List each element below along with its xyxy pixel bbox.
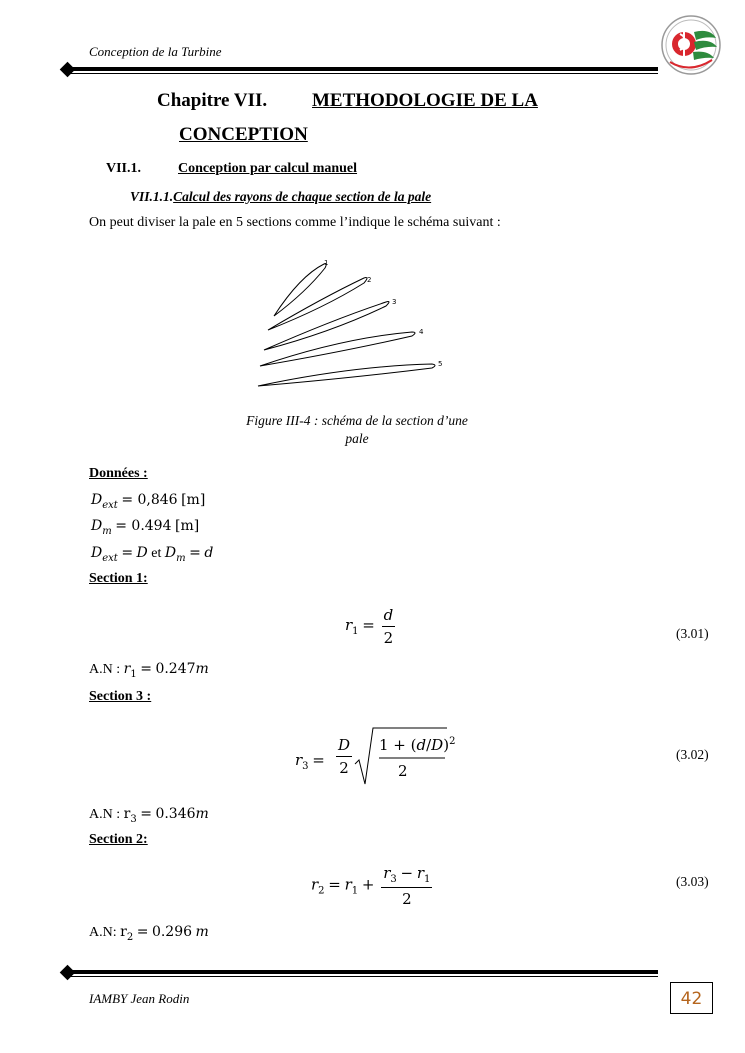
figure-caption-line2: pale <box>345 431 369 446</box>
r2-value: 0.296 <box>151 924 193 940</box>
r3-value: 0.346 <box>155 806 196 822</box>
donnee-d-m: $D_m = 0.494$ [m] <box>91 518 200 537</box>
d-m-value: 0.494 <box>131 518 172 534</box>
donnees-heading: Données : <box>89 466 148 481</box>
donnee-notation: $D_{ext} = D$ et $D_m = d$ <box>91 545 214 564</box>
footer-rule <box>62 966 658 980</box>
section2-numerical-application: A.N: $r_2 = 0.296$ m <box>89 924 209 943</box>
subsection-title: Calcul des rayons de chaque section de la pale <box>173 189 432 204</box>
blade-sections-figure <box>252 256 452 392</box>
equation-r1: $r_1$ = $\frac{d}{2}$ <box>345 606 394 647</box>
chapter-number: Chapitre VII. <box>157 90 268 111</box>
section3-numerical-application: A.N : $r_3 = 0.346m$ <box>89 806 209 825</box>
d-ext-unit: [m] <box>181 492 206 508</box>
section1-heading: Section 1: <box>89 571 148 586</box>
intro-paragraph: On peut diviser la pale en 5 sections comme l’indique le schéma suivant : <box>89 215 501 230</box>
subsection-number: VII.1.1. <box>130 189 174 204</box>
section1-numerical-application: A.N : $r_1 = 0.247m$ <box>89 661 209 680</box>
running-header: Conception de la Turbine <box>89 44 222 59</box>
r1-value: 0.247 <box>155 661 196 677</box>
equation-r3: $r_3$ = $\frac{D}{2}$ $1 + (d/D)^2$ 2 <box>295 726 465 786</box>
equation-number-2: (3.02) <box>676 747 709 762</box>
figure-caption-line1: Figure III-4 : schéma de la section d’une <box>246 413 468 428</box>
blade-label-3: 3 <box>392 298 397 306</box>
footer-author: IAMBY Jean Rodin <box>89 991 190 1006</box>
section2-heading: Section 2: <box>89 832 148 847</box>
institution-logo <box>660 14 722 76</box>
blade-label-2: 2 <box>367 276 372 284</box>
blade-section-5 <box>258 364 435 386</box>
section3-heading: Section 3 : <box>89 689 152 704</box>
blade-label-4: 4 <box>419 328 424 336</box>
chapter-title-line1: METHODOLOGIE DE LA <box>312 90 538 111</box>
section-title: Conception par calcul manuel <box>178 161 358 176</box>
blade-label-1: 1 <box>324 259 329 267</box>
page-number: 42 <box>670 982 713 1014</box>
equation-number-3: (3.03) <box>676 874 709 889</box>
blade-section-4 <box>260 332 415 366</box>
d-m-unit: [m] <box>175 518 200 534</box>
section-number: VII.1. <box>106 161 142 176</box>
figure-caption <box>227 412 487 448</box>
et-word: et <box>151 546 162 561</box>
d-ext-value: 0,846 <box>137 492 178 508</box>
equation-r2: $r_2 = r_1$ + $\frac{r_3 - r_1}{2}$ <box>311 864 431 908</box>
blade-label-5: 5 <box>438 360 443 368</box>
equation-number-1: (3.01) <box>676 626 709 641</box>
donnee-d-ext: $D_{ext} = 0,846$ [m] <box>91 492 206 511</box>
header-rule <box>62 63 658 77</box>
subsection-heading <box>130 189 431 205</box>
chapter-title-line2: CONCEPTION <box>179 124 308 145</box>
